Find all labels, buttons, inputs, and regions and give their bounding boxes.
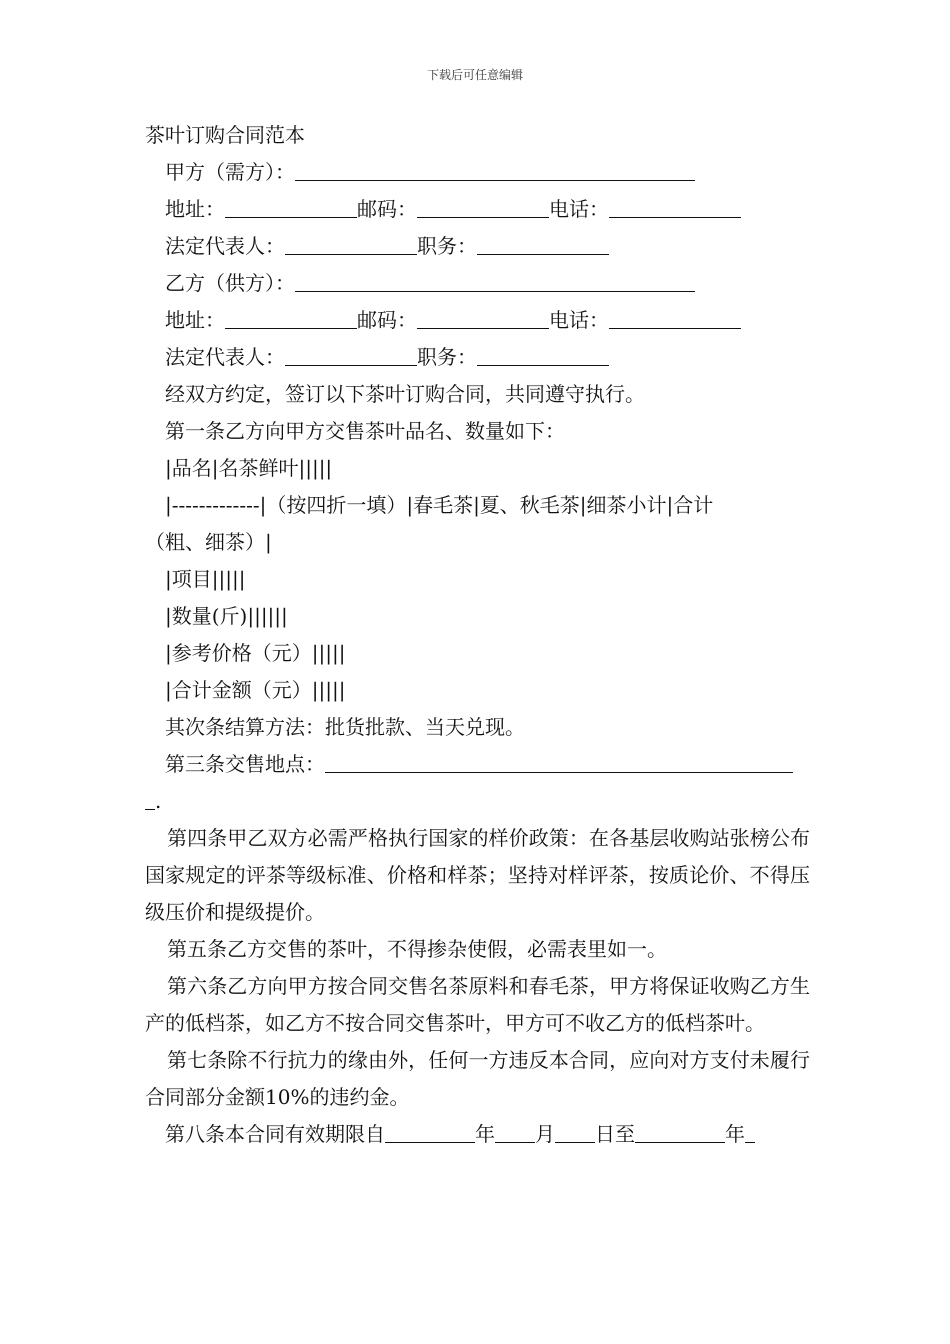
article-5: 第五条乙方交售的茶叶，不得掺杂使假，必需表里如一。 bbox=[167, 937, 667, 961]
intro-paragraph: 经双方约定，签订以下茶叶订购合同，共同遵守执行。 bbox=[165, 382, 645, 406]
article-3-label: 第三条交售地点： bbox=[165, 752, 325, 776]
party-b-phone-label: 电话： bbox=[549, 308, 609, 332]
article-4: 第四条甲乙双方必需严格执行国家的样价政策：在各基层收购站张榜公布国家规定的评茶等级标准、价格和样茶；坚持对样评茶，按质论价、不得压级压价和提级提价。 bbox=[145, 826, 810, 924]
party-b-rep-label: 法定代表人： bbox=[165, 345, 285, 369]
party-a-postcode-blank bbox=[417, 197, 549, 218]
table-row-2: |-------------|（按四折一填）|春毛茶|夏、秋毛茶|细茶小计|合计 bbox=[165, 493, 714, 517]
party-a-address-blank bbox=[225, 197, 357, 218]
article-8-year: 年 bbox=[475, 1122, 495, 1146]
article-3-blank bbox=[325, 752, 793, 773]
party-b-address-label: 地址： bbox=[165, 308, 225, 332]
article-1: 第一条乙方向甲方交售茶叶品名、数量如下： bbox=[165, 419, 565, 443]
party-b-rep-blank bbox=[285, 345, 417, 366]
party-a-position-blank bbox=[477, 234, 609, 255]
article-8-month-blank bbox=[495, 1122, 535, 1143]
party-a-address-label: 地址： bbox=[165, 197, 225, 221]
party-b-blank bbox=[295, 271, 695, 292]
article-3-tail-text: . bbox=[155, 789, 162, 813]
article-7: 第七条除不行抗力的缘由外，任何一方违反本合同，应向对方支付未履行合同部分金额10%的违约金。 bbox=[145, 1048, 810, 1109]
party-b-phone-blank bbox=[609, 308, 741, 329]
article-8-day: 日至 bbox=[595, 1122, 635, 1146]
party-b-postcode-blank bbox=[417, 308, 549, 329]
party-a-postcode-label: 邮码： bbox=[357, 197, 417, 221]
article-8-year2: 年 bbox=[725, 1122, 745, 1146]
party-b-postcode-label: 邮码： bbox=[357, 308, 417, 332]
table-row-5: |参考价格（元）||||| bbox=[165, 641, 346, 665]
party-a-phone-blank bbox=[609, 197, 741, 218]
party-a-address-line bbox=[145, 191, 810, 228]
table-row-1: |品名|名茶鲜叶||||| bbox=[165, 456, 333, 480]
article-8-tail-blank bbox=[745, 1122, 755, 1143]
document-title: 茶叶订购合同范本 bbox=[145, 123, 305, 147]
party-a-phone-label: 电话： bbox=[549, 197, 609, 221]
party-b-rep-line bbox=[145, 339, 810, 376]
party-b-label: 乙方（供方）： bbox=[165, 271, 295, 295]
party-a-rep-blank bbox=[285, 234, 417, 255]
article-8 bbox=[145, 1116, 810, 1153]
party-a-rep-label: 法定代表人： bbox=[165, 234, 285, 258]
party-a-label: 甲方（需方）： bbox=[165, 160, 295, 184]
party-a-position-label: 职务： bbox=[417, 234, 477, 258]
article-2: 其次条结算方法：批货批款、当天兑现。 bbox=[165, 715, 525, 739]
table-row-6: |合计金额（元）||||| bbox=[165, 678, 346, 702]
party-b-line bbox=[145, 265, 810, 302]
contract-document bbox=[145, 120, 810, 1153]
party-a-rep-line bbox=[145, 228, 810, 265]
party-b-position-label: 职务： bbox=[417, 345, 477, 369]
party-b-address-line bbox=[145, 302, 810, 339]
party-a-line bbox=[145, 154, 810, 191]
article-3 bbox=[145, 746, 810, 783]
article-3-tail-blank bbox=[145, 789, 155, 810]
article-3-tail bbox=[145, 783, 810, 820]
article-8-month: 月 bbox=[535, 1122, 555, 1146]
article-8-year-blank bbox=[385, 1122, 475, 1143]
article-8-year2-blank bbox=[635, 1122, 725, 1143]
party-b-position-blank bbox=[477, 345, 609, 366]
header-note: 下载后可任意编辑 bbox=[426, 68, 523, 82]
party-a-blank bbox=[295, 160, 695, 181]
table-row-3: |项目||||| bbox=[165, 567, 246, 591]
table-row-2-cont: （粗、细茶）| bbox=[145, 530, 272, 554]
party-b-address-blank bbox=[225, 308, 357, 329]
table-row-4: |数量(斤)|||||| bbox=[165, 604, 288, 628]
article-8-prefix: 第八条本合同有效期限自 bbox=[165, 1122, 385, 1146]
article-6: 第六条乙方向甲方按合同交售名茶原料和春毛茶，甲方将保证收购乙方生产的低档茶，如乙方不按合同交售茶叶，甲方可不收乙方的低档茶叶。 bbox=[145, 974, 810, 1035]
article-8-day-blank bbox=[555, 1122, 595, 1143]
